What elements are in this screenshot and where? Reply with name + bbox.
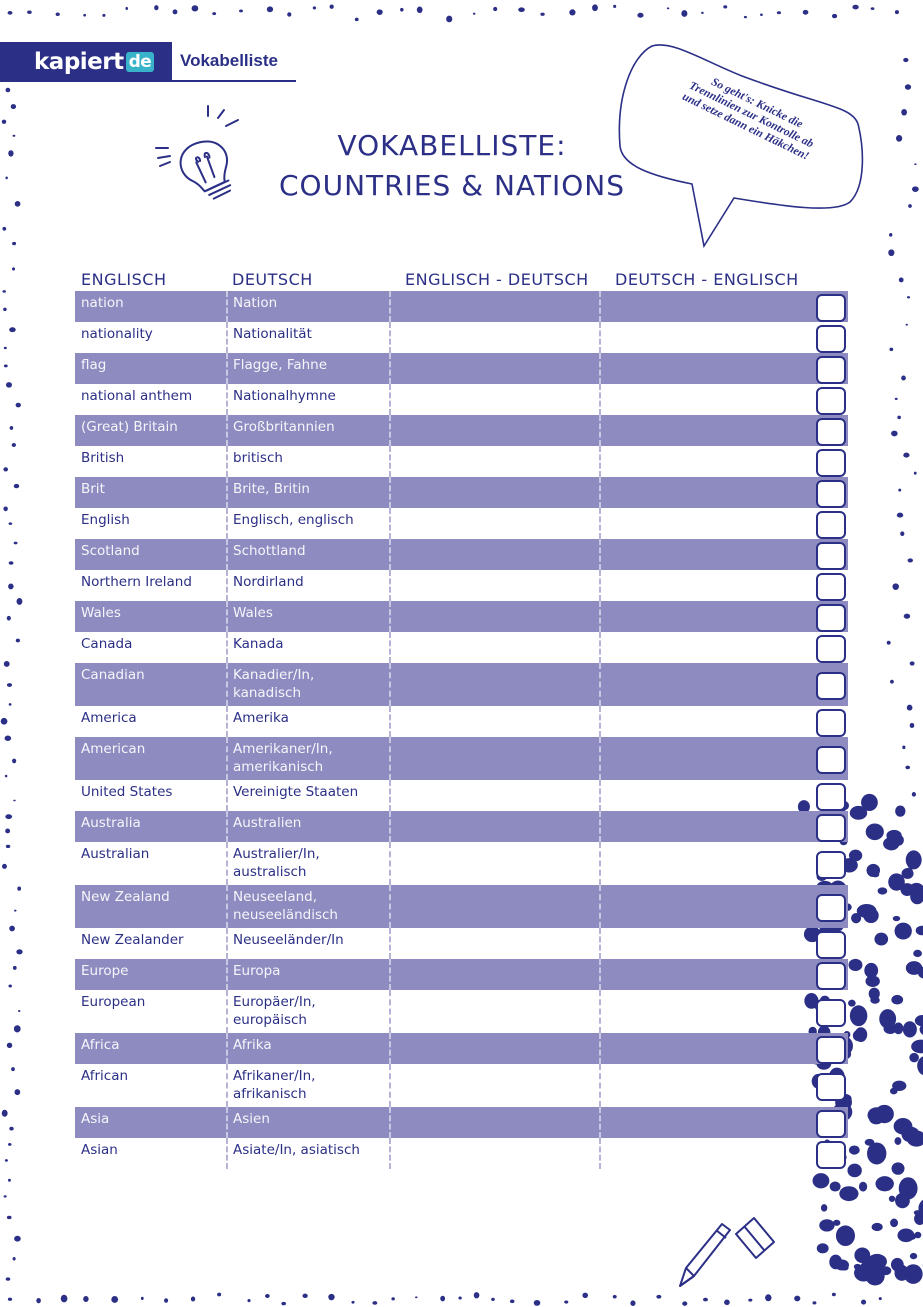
english-word: nationality: [81, 326, 153, 342]
fold-line: [599, 570, 601, 601]
german-word: Nation: [233, 295, 278, 311]
checkbox[interactable]: [816, 604, 846, 632]
checkbox[interactable]: [816, 931, 846, 959]
german-word: Asien: [233, 1111, 270, 1127]
checkbox[interactable]: [816, 672, 846, 700]
german-word: Kanada: [233, 636, 284, 652]
logo-text: kapiert: [34, 49, 124, 75]
fold-line: [226, 353, 228, 384]
fold-line: [599, 706, 601, 737]
fold-line: [389, 601, 391, 632]
table-row: [75, 477, 848, 508]
fold-line: [226, 780, 228, 811]
checkbox[interactable]: [816, 962, 846, 990]
fold-line: [599, 322, 601, 353]
english-word: Scotland: [81, 543, 140, 559]
fold-line: [599, 811, 601, 842]
fold-line: [389, 959, 391, 990]
checkbox[interactable]: [816, 814, 846, 842]
german-word: Wales: [233, 605, 273, 621]
english-word: nation: [81, 295, 124, 311]
table-row: [75, 539, 848, 570]
checkbox[interactable]: [816, 449, 846, 477]
english-word: New Zealand: [81, 889, 170, 905]
checkbox[interactable]: [816, 894, 846, 922]
fold-line: [599, 1033, 601, 1064]
column-header-english: ENGLISCH: [81, 270, 167, 289]
english-word: American: [81, 741, 146, 757]
pencil-eraser-icon: [670, 1212, 780, 1292]
english-word: Asian: [81, 1142, 118, 1158]
fold-line: [226, 601, 228, 632]
table-row: [75, 322, 848, 353]
german-word: Flagge, Fahne: [233, 357, 328, 373]
german-word: Asiate/In, asiatisch: [233, 1142, 360, 1158]
title-line-1: VOKABELLISTE:: [337, 129, 567, 162]
german-word: Neuseeländer/In: [233, 932, 344, 948]
fold-line: [599, 928, 601, 959]
fold-line: [599, 663, 601, 706]
fold-line: [226, 570, 228, 601]
fold-line: [389, 1138, 391, 1169]
fold-line: [389, 353, 391, 384]
table-row: [75, 990, 848, 1033]
table-row: [75, 663, 848, 706]
fold-line: [389, 570, 391, 601]
german-word: Europa: [233, 963, 281, 979]
german-word: Neuseeland, neuseeländisch: [233, 889, 338, 923]
fold-line: [389, 291, 391, 322]
table-row: [75, 632, 848, 663]
fold-line: [389, 477, 391, 508]
english-word: United States: [81, 784, 173, 800]
fold-line: [226, 508, 228, 539]
english-word: Brit: [81, 481, 105, 497]
checkbox[interactable]: [816, 418, 846, 446]
english-word: national anthem: [81, 388, 193, 404]
english-word: British: [81, 450, 125, 466]
fold-line: [389, 990, 391, 1033]
fold-line: [226, 811, 228, 842]
title-line-2: COUNTRIES & NATIONS: [279, 169, 625, 202]
english-word: Asia: [81, 1111, 110, 1127]
fold-line: [389, 632, 391, 663]
fold-line: [389, 928, 391, 959]
checkbox[interactable]: [816, 356, 846, 384]
column-header-german: DEUTSCH: [232, 270, 313, 289]
checkbox[interactable]: [816, 709, 846, 737]
fold-line: [599, 353, 601, 384]
german-word: Amerika: [233, 710, 289, 726]
checkbox[interactable]: [816, 542, 846, 570]
german-word: Schottland: [233, 543, 306, 559]
fold-line: [599, 780, 601, 811]
checkbox[interactable]: [816, 294, 846, 322]
fold-line: [389, 811, 391, 842]
table-row: [75, 959, 848, 990]
fold-line: [226, 990, 228, 1033]
fold-line: [226, 477, 228, 508]
english-word: flag: [81, 357, 107, 373]
fold-line: [599, 446, 601, 477]
fold-line: [389, 706, 391, 737]
fold-line: [389, 780, 391, 811]
fold-line: [389, 885, 391, 928]
fold-line: [389, 663, 391, 706]
fold-line: [226, 1138, 228, 1169]
fold-line: [226, 322, 228, 353]
german-word: Amerikaner/In, amerikanisch: [233, 741, 333, 775]
table-row: [75, 291, 848, 322]
german-word: Vereinigte Staaten: [233, 784, 359, 800]
vocabulary-table: [75, 291, 848, 1169]
english-word: Northern Ireland: [81, 574, 192, 590]
table-row: [75, 885, 848, 928]
fold-line: [226, 1107, 228, 1138]
table-row: [75, 842, 848, 885]
fold-line: [389, 415, 391, 446]
checkbox[interactable]: [816, 387, 846, 415]
speech-bubble: [612, 36, 872, 256]
english-word: European: [81, 994, 146, 1010]
fold-line: [226, 291, 228, 322]
english-word: Europe: [81, 963, 129, 979]
german-word: Nationalität: [233, 326, 312, 342]
fold-line: [389, 446, 391, 477]
german-word: Afrikaner/In, afrikanisch: [233, 1068, 316, 1102]
table-row: [75, 446, 848, 477]
german-word: Australier/In, australisch: [233, 846, 320, 880]
table-row: [75, 1033, 848, 1064]
fold-line: [599, 601, 601, 632]
fold-line: [226, 663, 228, 706]
fold-line: [599, 1138, 601, 1169]
fold-line: [226, 1064, 228, 1107]
table-row: [75, 601, 848, 632]
fold-line: [389, 384, 391, 415]
fold-line: [599, 415, 601, 446]
kapiert-logo: [0, 42, 172, 82]
fold-line: [599, 737, 601, 780]
fold-line: [599, 632, 601, 663]
fold-line: [226, 928, 228, 959]
table-row: [75, 415, 848, 446]
english-word: Wales: [81, 605, 121, 621]
table-row: [75, 384, 848, 415]
fold-line: [599, 508, 601, 539]
fold-line: [226, 737, 228, 780]
german-word: britisch: [233, 450, 283, 466]
fold-line: [599, 885, 601, 928]
fold-line: [226, 1033, 228, 1064]
german-word: Kanadier/In, kanadisch: [233, 667, 315, 701]
english-word: (Great) Britain: [81, 419, 178, 435]
fold-line: [599, 990, 601, 1033]
checkbox[interactable]: [816, 1141, 846, 1169]
fold-line: [389, 1033, 391, 1064]
instructions-text: So geht's: Knicke die Trennlinien zur Kontrolle ab und setze dann ein Häkchen!: [680, 76, 816, 163]
fold-line: [599, 477, 601, 508]
english-word: Canada: [81, 636, 133, 652]
checkbox[interactable]: [816, 480, 846, 508]
fold-line: [226, 415, 228, 446]
fold-line: [226, 539, 228, 570]
page-title: [262, 126, 642, 206]
logo-suffix: de: [126, 52, 155, 72]
english-word: African: [81, 1068, 129, 1084]
english-word: Australia: [81, 815, 141, 831]
header-label: Vokabelliste: [172, 42, 296, 82]
fold-line: [599, 1107, 601, 1138]
fold-line: [599, 384, 601, 415]
fold-line: [599, 539, 601, 570]
fold-line: [389, 842, 391, 885]
checkbox[interactable]: [816, 851, 846, 879]
fold-line: [599, 1064, 601, 1107]
english-word: English: [81, 512, 130, 528]
table-row: [75, 780, 848, 811]
page-header: [0, 42, 296, 82]
fold-line: [599, 842, 601, 885]
table-row: [75, 1064, 848, 1107]
german-word: Europäer/In, europäisch: [233, 994, 316, 1028]
fold-line: [226, 446, 228, 477]
table-row: [75, 737, 848, 780]
table-row: [75, 508, 848, 539]
checkbox[interactable]: [816, 573, 846, 601]
english-word: Australian: [81, 846, 150, 862]
table-row: [75, 811, 848, 842]
fold-line: [599, 291, 601, 322]
checkbox[interactable]: [816, 635, 846, 663]
checkbox[interactable]: [816, 1110, 846, 1138]
fold-line: [226, 842, 228, 885]
checkbox[interactable]: [816, 999, 846, 1027]
fold-line: [226, 885, 228, 928]
fold-line: [226, 959, 228, 990]
fold-line: [226, 632, 228, 663]
english-word: New Zealander: [81, 932, 184, 948]
fold-line: [389, 737, 391, 780]
table-row: [75, 1107, 848, 1138]
english-word: America: [81, 710, 137, 726]
german-word: Brite, Britin: [233, 481, 310, 497]
fold-line: [389, 508, 391, 539]
table-row: [75, 1138, 848, 1169]
checkbox[interactable]: [816, 783, 846, 811]
table-row: [75, 570, 848, 601]
fold-line: [389, 1064, 391, 1107]
fold-line: [599, 959, 601, 990]
fold-line: [226, 384, 228, 415]
german-word: Großbritannien: [233, 419, 335, 435]
lightbulb-icon: [152, 102, 252, 202]
fold-line: [389, 322, 391, 353]
fold-line: [389, 1107, 391, 1138]
german-word: Nordirland: [233, 574, 304, 590]
checkbox[interactable]: [816, 1036, 846, 1064]
english-word: Africa: [81, 1037, 120, 1053]
table-row: [75, 706, 848, 737]
fold-line: [389, 539, 391, 570]
german-word: Afrika: [233, 1037, 272, 1053]
column-header-de-en: DEUTSCH - ENGLISCH: [615, 270, 799, 289]
fold-line: [226, 706, 228, 737]
column-header-en-de: ENGLISCH - DEUTSCH: [405, 270, 589, 289]
german-word: Englisch, englisch: [233, 512, 354, 528]
checkbox[interactable]: [816, 746, 846, 774]
german-word: Nationalhymne: [233, 388, 336, 404]
table-row: [75, 353, 848, 384]
checkbox[interactable]: [816, 511, 846, 539]
table-row: [75, 928, 848, 959]
english-word: Canadian: [81, 667, 145, 683]
checkbox[interactable]: [816, 1073, 846, 1101]
checkbox[interactable]: [816, 325, 846, 353]
german-word: Australien: [233, 815, 302, 831]
